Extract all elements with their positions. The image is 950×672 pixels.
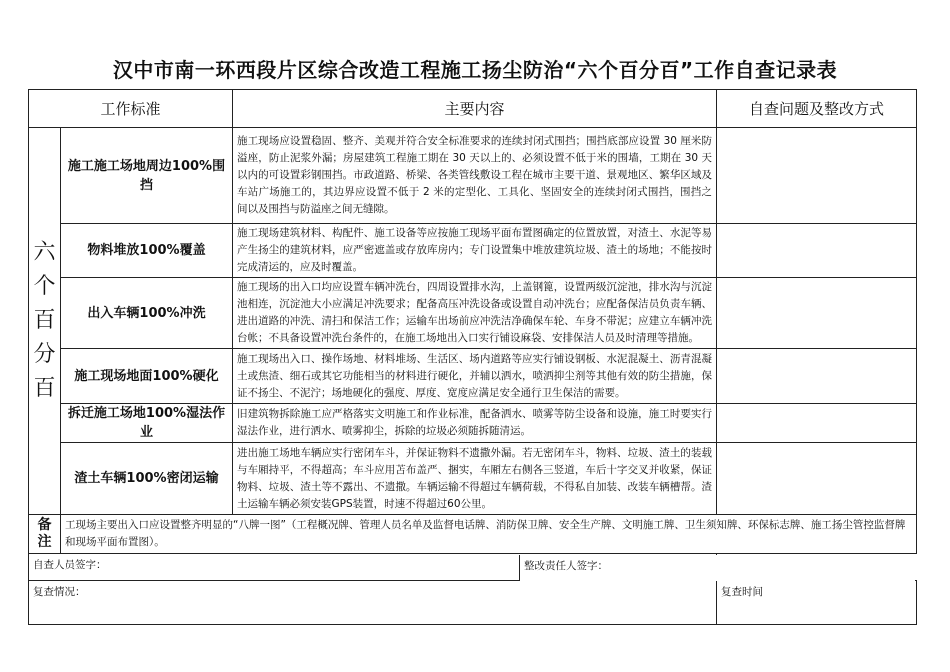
self-check-cell[interactable] [717,128,917,224]
self-check-cell[interactable] [717,224,917,278]
standard-cell: 渣土车辆100%密闭运输 [61,443,233,515]
content-cell: 旧建筑物拆除施工应严格落实文明施工和作业标准，配备洒水、喷雾等防尘设备和设施，施工时要实行湿法作业，进行洒水、喷雾抑尘，拆除的垃圾必须随拆随清运。 [233,404,717,443]
note-label [29,515,61,554]
self-check-person-label: 自查人员签字： [33,559,107,571]
self-check-table [28,89,917,625]
header-content: 主要内容 [233,90,717,128]
vertical-char: 百 [33,308,56,333]
standard-cell: 施工现场地面100%硬化 [61,349,233,404]
header-row [29,90,917,128]
table-row [29,404,917,443]
vertical-char: 分 [33,342,56,367]
standard-cell: 出入车辆100%冲洗 [61,278,233,349]
vertical-char: 个 [33,274,56,299]
self-check-cell[interactable] [717,443,917,515]
page-title: 汉中市南一环西段片区综合改造工程施工扬尘防治“六个百分百”工作自查记录表 [112,58,838,82]
self-check-cell[interactable] [717,404,917,443]
recheck-status-field[interactable] [29,581,717,625]
recheck-time-field[interactable] [717,581,917,625]
note-row [29,515,917,554]
recheck-time-label: 复查时间 [721,586,764,598]
content-cell: 施工现场应设置稳固、整齐、美观并符合安全标准要求的连续封闭式围挡；围挡底部应设置 30 厘米防溢座，防止泥浆外漏；房屋建筑工程施工期在 30 天以上的、必须设置不低于米的围墙，工期在 30 天以内的可设置彩钢围挡。市政道路、桥梁、各类管线敷设工程在城市主要干道、景观地区、繁华区域及车站广场施工的，其边界应设置不低于 2 米的定型化、工具化、坚固安全的连续封闭式围挡，围挡之间以及围挡与防溢座之间无缝隙。 [233,128,717,224]
table-row [29,128,917,224]
content-cell: 进出施工场地车辆应实行密闭车斗，并保证物料不遗撒外漏。若无密闭车斗，物料、垃圾、渣土的装载与车厢持平，不得超高；车斗应用苫布盖严、捆实，车厢左右侧各三竖道，车后十字交叉并收紧，保证物料、垃圾、渣土等不露出、不遗撒。车辆运输不得超过车辆荷载，不得私自加装、改装车辆槽帮。渣土运输车辆必须安装GPS装置，时速不得超过60公里。 [233,443,717,515]
content-cell: 施工现场出入口、操作场地、材料堆场、生活区、场内道路等应实行铺设钢板、水泥混凝土、沥青混凝土或焦渣、细石或其它功能相当的材料进行硬化，并辅以洒水，喷洒抑尘剂等其他有效的防尘措施，保证不扬尘、不泥泞；场地硬化的强度、厚度、宽度应满足安全通行卫生保洁的需要。 [233,349,717,404]
table-row [29,278,917,349]
vertical-char: 六 [33,240,56,265]
note-label-char: 备 [37,517,52,533]
note-label-char: 注 [37,534,52,550]
vertical-label [29,128,61,515]
content-cell: 施工现场建筑材料、构配件、施工设备等应按施工现场平面布置图确定的位置放置，对渣土、水泥等易产生扬尘的建筑材料，应严密遮盖或存放库房内；专门设置集中堆放建筑垃圾、渣土的场地；不能按时完成清运的，应及时覆盖。 [233,224,717,278]
standard-cell: 物料堆放100%覆盖 [61,224,233,278]
standard-cell: 拆迁施工场地100%湿法作业 [61,404,233,443]
vertical-char: 百 [33,376,56,401]
table-row [29,443,917,515]
table-row [29,349,917,404]
content-cell: 施工现场的出入口均应设置车辆冲洗台，四周设置排水沟，上盖钢篦，设置两级沉淀池，排水沟与沉淀池相连，沉淀池大小应满足冲洗要求；配备高压冲洗设备或设置自动冲洗台；应配备保洁员负责车辆、进出道路的冲洗、清扫和保洁工作；运输车出场前应冲洗洁净确保车轮、车身不带泥；应建立车辆冲洗台帐；不具备设置冲洗台条件的，在施工场地出入口实行铺设麻袋、安排保洁人员及时清理等措施。 [233,278,717,349]
note-text: 工现场主要出入口应设置整齐明显的“八牌一图”（工程概况牌、管理人员名单及监督电话牌、消防保卫牌、安全生产牌、文明施工牌、卫生须知牌、环保标志牌、施工扬尘管控监督牌和现场平面布置图）。 [61,515,917,554]
rectify-person-label: 整改责任人签字： [524,559,608,572]
self-check-cell[interactable] [717,278,917,349]
rectify-person-field[interactable] [519,555,915,581]
table-row [29,224,917,278]
standard-cell: 施工施工场地周边100%围挡 [61,128,233,224]
header-standard: 工作标准 [29,90,233,128]
recheck-status-label: 复查情况： [33,586,86,598]
header-self-check: 自查问题及整改方式 [717,90,917,128]
recheck-row [29,581,917,625]
self-check-cell[interactable] [717,349,917,404]
